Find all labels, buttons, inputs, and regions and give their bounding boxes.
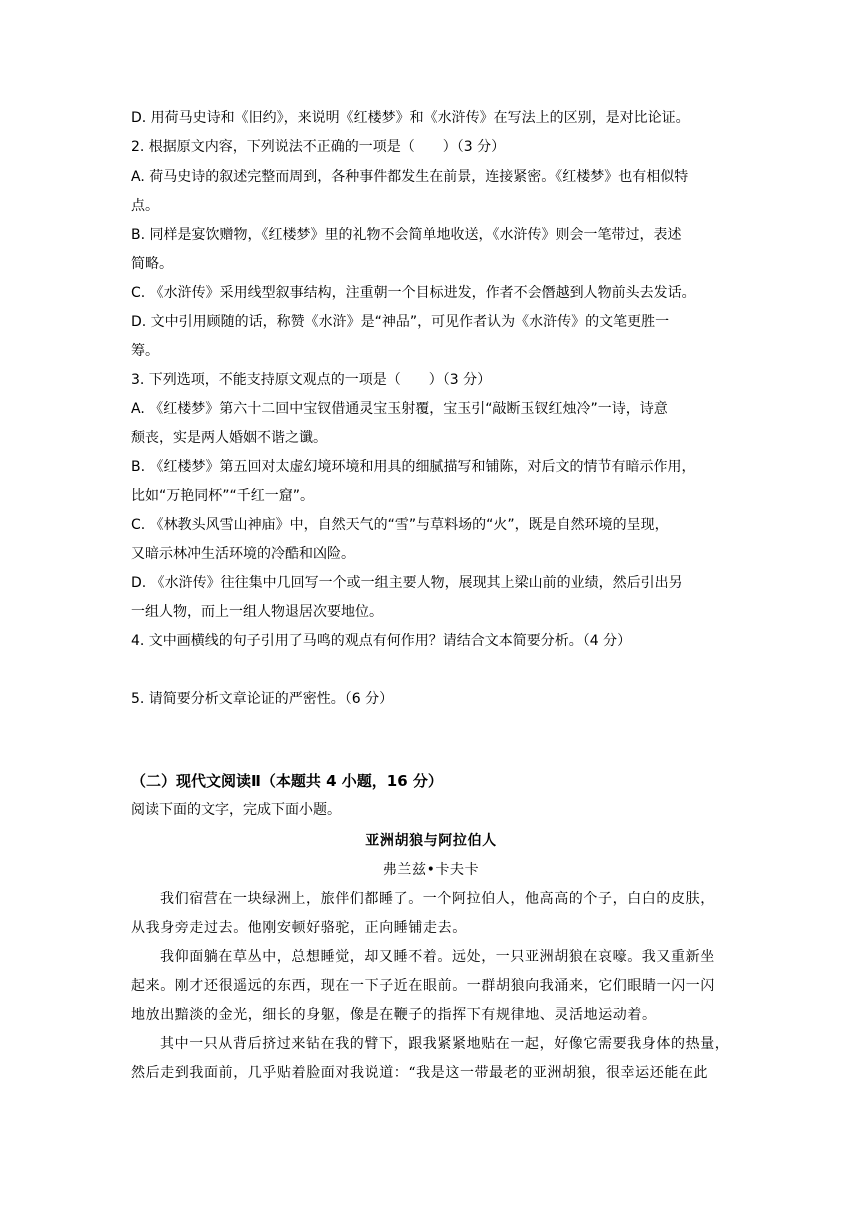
q2-option-b-line1: B. 同样是宴饮赠物，《红楼梦》里的礼物不会简单地收送，《水浒传》则会一笔带过，表述 (131, 227, 682, 243)
q2-option-d-line1: D. 文中引用顾随的话，称赞《水浒》是“神品”，可见作者认为《水浒传》的文笔更胜一 (131, 314, 670, 330)
section2-instruction: 阅读下面的文字，完成下面小题。 (131, 802, 341, 818)
q3-option-d-line1: D. 《水浒传》往往集中几回写一个或一组主要人物，展现其上梁山前的业绩，然后引出另 (131, 575, 683, 591)
q2-option-b-line2: 简略。 (131, 256, 173, 272)
q3-option-a-line1: A. 《红楼梦》第六十二回中宝钗借通灵宝玉射覆，宝玉引“敲断玉钗红烛冷”一诗，诗意 (131, 401, 668, 417)
article-paragraph1-line1: 我们宿营在一块绿洲上，旅伴们都睡了。一个阿拉伯人，他高高的个子，白白的皮肤， (160, 891, 715, 907)
article-paragraph3-line1: 其中一只从背后挤过来钻在我的臂下，跟我紧紧地贴在一起，好像它需要我身体的热量， (160, 1036, 730, 1052)
q3-option-a-line2: 颓丧，实是两人婚姻不谐之谶。 (131, 430, 327, 446)
article-paragraph2-line3: 地放出黯淡的金光，细长的身躯，像是在鞭子的指挥下有规律地、灵活地运动着。 (131, 1007, 657, 1023)
article-paragraph1-line2: 从我身旁走过去。他刚安顿好骆驼，正向睡铺走去。 (131, 920, 467, 936)
q3-option-d-line2: 一组人物，而上一组人物退居次要地位。 (131, 604, 383, 620)
q3-option-c-line2: 又暗示林冲生活环境的冷酷和凶险。 (131, 546, 355, 562)
article-paragraph2-line1: 我仰面躺在草丛中，总想睡觉，却又睡不着。远处，一只亚洲胡狼在哀嚎。我又重新坐 (160, 949, 715, 965)
q5-stem: 5. 请简要分析文章论证的严密性。（6 分） (131, 691, 394, 707)
q2-option-a-line1: A. 荷马史诗的叙述完整而周到，各种事件都发生在前景，连接紧密。《红楼梦》也有相似特 (131, 169, 689, 185)
q3-stem: 3. 下列选项，不能支持原文观点的一项是（ ）（3 分） (131, 372, 492, 388)
article-paragraph3-line2: 然后走到我面前，几乎贴着脸面对我说道：“我是这一带最老的亚洲胡狼，很幸运还能在此 (131, 1065, 709, 1081)
q2-option-d-line2: 筹。 (131, 343, 159, 359)
q4-stem: 4. 文中画横线的句子引用了马鸣的观点有何作用？请结合文本简要分析。（4 分） (131, 633, 632, 649)
q3-option-c-line1: C. 《林教头风雪山神庙》中，自然天气的“雪”与草料场的“火”，既是自然环境的呈现， (131, 517, 669, 533)
q2-stem: 2. 根据原文内容，下列说法不正确的一项是（ ）（3 分） (131, 139, 506, 155)
q2-option-a-line2: 点。 (131, 198, 159, 214)
section2-heading: （二）现代文阅读Ⅱ（本题共 4 小题，16 分） (131, 772, 443, 790)
q3-option-b-line2: 比如“万艳同杯”“千红一窟”。 (131, 488, 315, 504)
q3-option-b-line1: B. 《红楼梦》第五回对太虚幻境环境和用具的细腻描写和铺陈，对后文的情节有暗示作用， (131, 459, 696, 475)
q2-option-c: C. 《水浒传》采用线型叙事结构，注重朝一个目标进发，作者不会僭越到人物前头去发话。 (131, 285, 696, 301)
article-author: 弗兰兹•卡夫卡 (382, 862, 480, 878)
article-title: 亚洲胡狼与阿拉伯人 (365, 833, 497, 849)
article-paragraph2-line2: 起来。刚才还很遥远的东西，现在一下子近在眼前。一群胡狼向我涌来，它们眼睛一闪一闪 (131, 978, 715, 994)
q1-option-d: D. 用荷马史诗和《旧约》，来说明《红楼梦》和《水浒传》在写法上的区别，是对比论证。 (131, 110, 690, 126)
